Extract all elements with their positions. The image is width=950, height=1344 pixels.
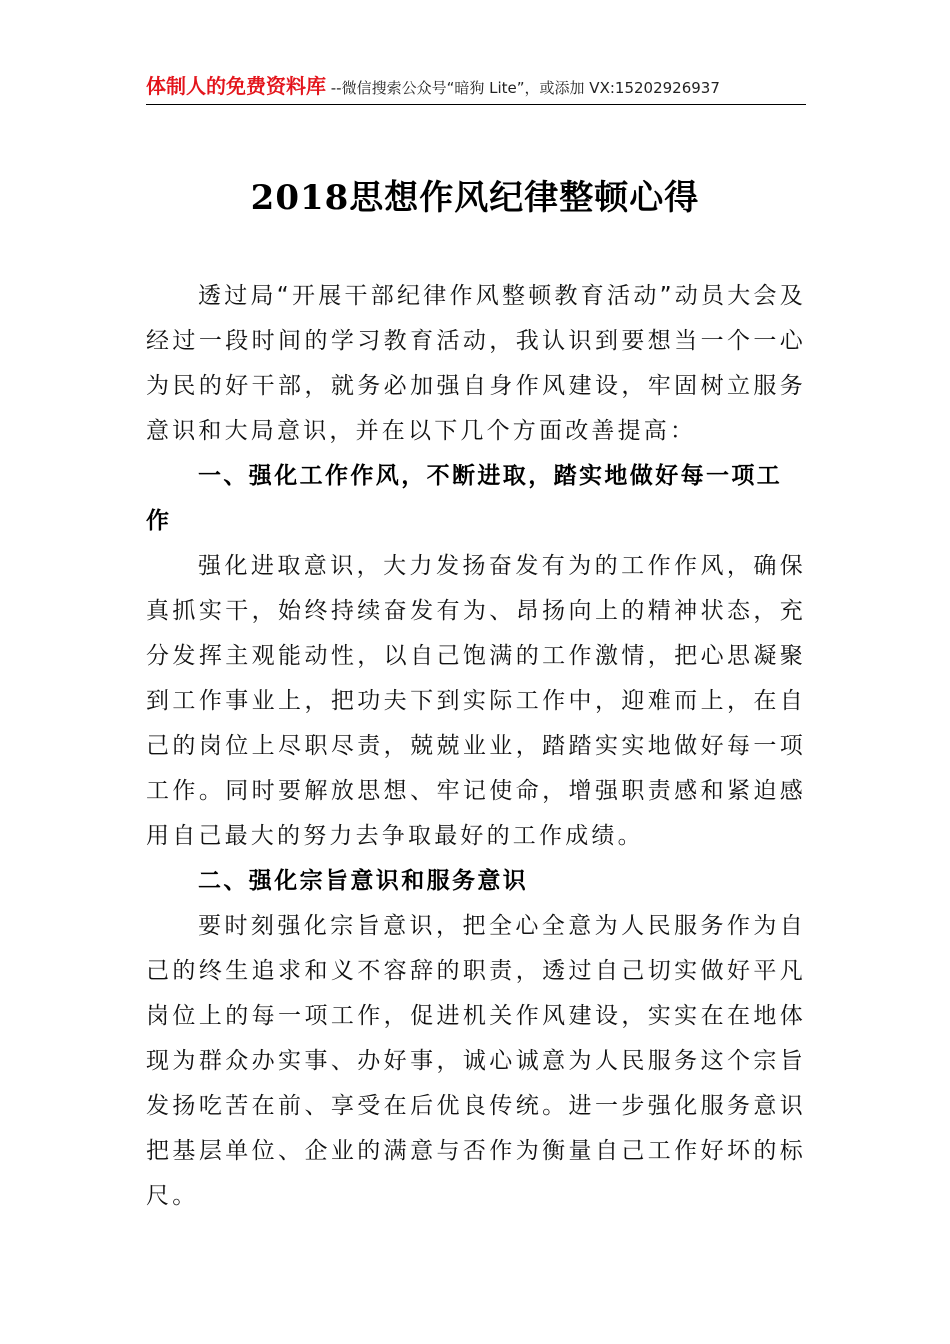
header-brand: 体制人的免费资料库 (146, 74, 326, 98)
page-header (146, 70, 806, 105)
header-note: --微信搜索公众号“暗狗 Lite”，或添加 VX:15202926937 (326, 79, 720, 97)
section-2-heading: 二、强化宗旨意识和服务意识 (198, 868, 529, 894)
section-1-body: 强化进取意识，大力发扬奋发有为的工作作风，确保真抓实干，始终持续奋发有为、昂扬向上的精神状态，充分发挥主观能动性，以自己饱满的工作激情，把心思凝聚到工作事业上，把功夫下到实际工作中，迎难而上，在自己的岗位上尽职尽责，兢兢业业，踏踏实实地做好每一项工作。同时要解放思想、牢记使命，增强职责感和紧迫感用自己最大的努力去争取最好的工作成绩。 (146, 553, 806, 849)
document-body (146, 274, 806, 1219)
section-1-heading: 一、强化工作作风，不断进取，踏实地做好每一项工作 (146, 463, 783, 534)
section-2-body: 要时刻强化宗旨意识，把全心全意为人民服务作为自己的终生追求和义不容辞的职责，透过自己切实做好平凡岗位上的每一项工作，促进机关作风建设，实实在在地体现为群众办实事、办好事，诚心诚意为人民服务这个宗旨发扬吃苦在前、享受在后优良传统。进一步强化服务意识把基层单位、企业的满意与否作为衡量自己工作好坏的标尺。 (146, 913, 806, 1209)
intro-paragraph: 透过局“开展干部纪律作风整顿教育活动”动员大会及经过一段时间的学习教育活动，我认识到要想当一个一心为民的好干部，就务必加强自身作风建设，牢固树立服务意识和大局意识，并在以下几个方面改善提高： (146, 283, 806, 444)
document-title: 2018思想作风纪律整顿心得 (250, 178, 700, 218)
